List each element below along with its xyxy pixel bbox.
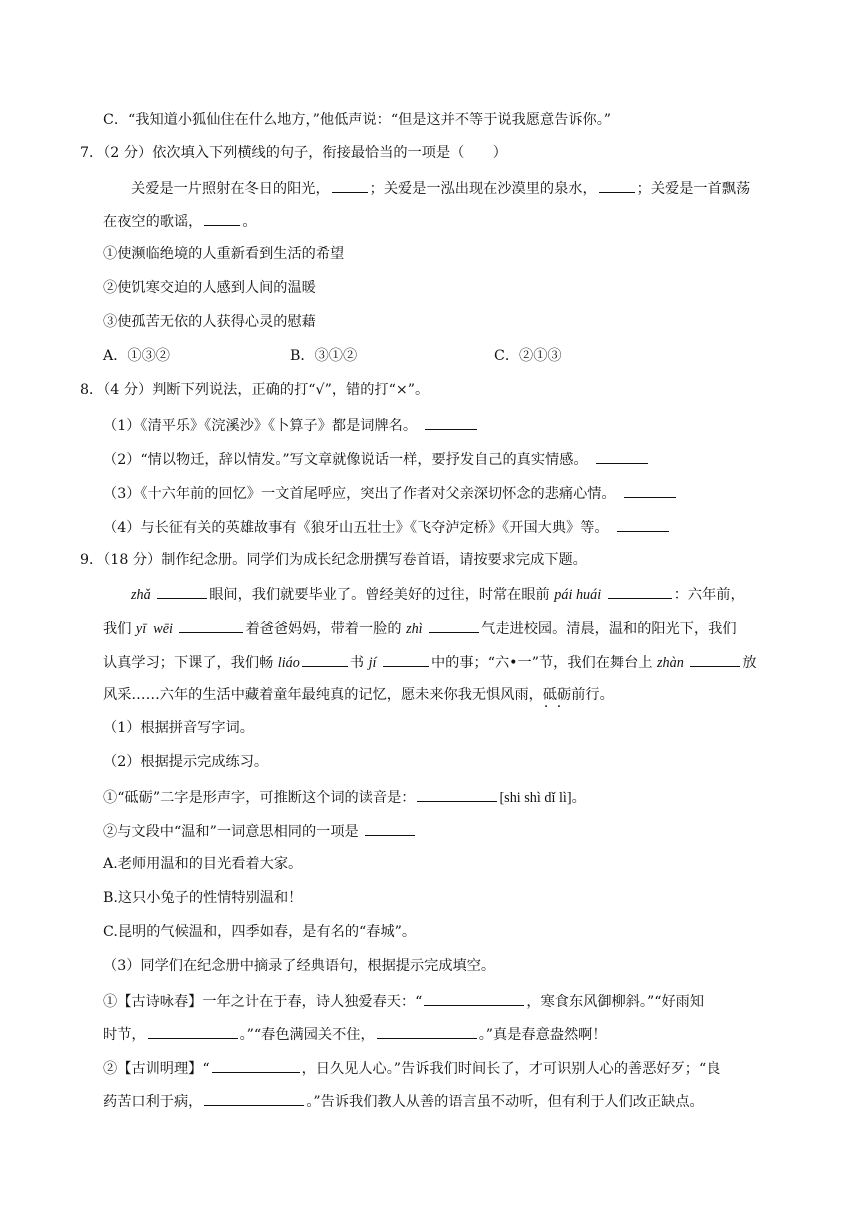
q6-option-c: C．“我知道小狐仙住在什么地方，”他低声说：“但是这并不等于说我愿意告诉你。” [103, 112, 612, 128]
q9-text: 时节， [103, 1027, 146, 1043]
choice-answer-blank[interactable] [365, 820, 415, 836]
q9-option-a[interactable]: A.老师用温和的目光看着大家。 [103, 856, 303, 872]
pinyin: jí [368, 655, 377, 671]
pinyin: pái huái [554, 587, 602, 603]
q9-option-b[interactable]: B.这只小兔子的性情特别温和！ [103, 890, 303, 906]
q9-sub3-a-line1 [103, 990, 704, 1012]
q9-sub3-a-line2 [103, 1023, 607, 1045]
q9-text: 中的事；“六•一”节，我们在舞台上 [430, 655, 653, 671]
q9-sub2-b [103, 820, 417, 842]
q9-sub3-b-line1 [103, 1057, 720, 1079]
q7-option-a[interactable]: A．①③② [103, 348, 170, 364]
pinyin-blank[interactable] [157, 583, 207, 599]
pinyin-blank[interactable] [608, 583, 672, 599]
q8-stem: 8．（4 分）判断下列说法，正确的打“√”，错的打“×”。 [80, 382, 430, 398]
q9-passage-line1 [131, 583, 745, 605]
poem-blank-1[interactable] [424, 990, 524, 1006]
q9-text: 。”告诉我们教人从善的语言虽不动听，但有利于人们改正缺点。 [306, 1094, 704, 1110]
q7-option-c[interactable]: C．②①③ [494, 348, 562, 364]
reading-options: [shi shì dǐ lì]。 [499, 790, 586, 806]
q9-text: ②与文段中“温和”一词意思相同的一项是 [103, 824, 359, 840]
q7-text: 关爱是一片照射在冬日的阳光， [131, 181, 330, 197]
emphasis-dotted-word: 砥砺 · · [543, 685, 571, 705]
q9-passage-line4 [103, 685, 614, 705]
q9-text: 眼间，我们就要毕业了。曾经美好的过往，时常在眼前 [209, 587, 550, 603]
reading-answer-blank[interactable] [417, 786, 497, 802]
q9-text: 。”“春色满园关不住， [239, 1027, 375, 1043]
q9-passage-line2 [103, 617, 737, 639]
q8-item-1 [103, 414, 479, 436]
q8-item-text: （3）《十六年前的回忆》一文首尾呼应，突出了作者对父亲深切怀念的悲痛心情。 [103, 486, 616, 502]
q9-sub3-b-line2 [103, 1090, 704, 1112]
q9-passage-line3 [103, 651, 757, 673]
pinyin-blank[interactable] [690, 651, 740, 667]
q9-text: ①【古诗咏春】一年之计在于春，诗人独爱春天：“ [103, 994, 423, 1010]
q9-text: ，寒食东风御柳斜。”“好雨知 [526, 994, 705, 1010]
q8-item-3 [103, 482, 678, 504]
q7-stem: 7．（2 分）依次填入下列横线的句子，衔接最恰当的一项是（ ） [80, 145, 507, 161]
proverb-blank-2[interactable] [204, 1090, 304, 1106]
q7-sentence-2: ②使饥寒交迫的人感到人间的温暖 [103, 280, 316, 296]
q7-paragraph-line1 [131, 177, 750, 199]
poem-blank-3[interactable] [377, 1023, 477, 1039]
q9-text: 我们 [103, 621, 132, 637]
q9-text: 气走进校园。清晨，温和的阳光下，我们 [481, 621, 737, 637]
q7-text: ；关爱是一首飘荡 [636, 181, 751, 197]
q9-sub2-a [103, 786, 586, 808]
q7-option-b[interactable]: B．③①② [290, 348, 358, 364]
q8-item-text: （2）“情以物迁，辞以情发。”写文章就像说话一样，要抒发自己的真实情感。 [103, 452, 588, 468]
q9-text: ①“砥砺”二字是形声字，可推断这个词的读音是： [103, 790, 416, 806]
q7-blank-2[interactable] [599, 177, 635, 193]
q9-text: 着爸爸妈妈，带着一脸的 [245, 621, 402, 637]
pinyin-blank[interactable] [179, 617, 243, 633]
q8-item-4 [103, 516, 671, 538]
q8-item-text: （4）与长征有关的英雄故事有《狼牙山五壮士》《飞夺泸定桥》《开国大典》等。 [103, 520, 609, 536]
q7-sentence-1: ①使濒临绝境的人重新看到生活的希望 [103, 246, 345, 262]
q7-blank-3[interactable] [204, 210, 240, 226]
q9-stem: 9．（18 分）制作纪念册。同学们为成长纪念册撰写卷首语，请按要求完成下题。 [80, 552, 587, 568]
q8-answer-blank-2[interactable] [596, 448, 648, 464]
q7-blank-1[interactable] [332, 177, 368, 193]
q8-answer-blank-4[interactable] [617, 516, 669, 532]
q7-text: 。 [242, 214, 257, 230]
q7-sentence-3: ③使孤苦无依的人获得心灵的慰藉 [103, 314, 316, 330]
q9-text: 书 [349, 655, 365, 671]
q9-text: 药苦口利于病， [103, 1094, 203, 1110]
q8-answer-blank-3[interactable] [624, 482, 676, 498]
poem-blank-2[interactable] [148, 1023, 238, 1039]
pinyin: zhì [406, 621, 423, 637]
q7-text: ；关爱是一泓出现在沙漠里的泉水， [369, 181, 597, 197]
q9-option-c[interactable]: C.昆明的气候温和，四季如春，是有名的“春城”。 [103, 924, 417, 940]
q9-text: ②【古训明理】“ [103, 1061, 210, 1077]
q9-text: 。”真是春意盎然啊！ [478, 1027, 607, 1043]
pinyin-blank[interactable] [383, 651, 429, 667]
pinyin-blank[interactable] [429, 617, 479, 633]
q9-sub1: （1）根据拼音写字词。 [103, 720, 254, 736]
q9-text: 前行。 [571, 687, 614, 703]
pinyin: liáo [277, 655, 300, 671]
q9-text: ，日久见人心。”告诉我们时间长了，才可识别人心的善恶好歹；“良 [301, 1061, 721, 1077]
q8-item-2 [103, 448, 650, 470]
q9-sub3: （3）同学们在纪念册中摘录了经典语句，根据提示完成填空。 [103, 958, 496, 974]
pinyin: yī wēi [135, 621, 173, 637]
proverb-blank-1[interactable] [212, 1057, 300, 1073]
q9-text: ：六年前， [673, 587, 745, 603]
q9-sub2: （2）根据提示完成练习。 [103, 754, 269, 770]
q9-text: 认真学习；下课了，我们畅 [103, 655, 274, 671]
q7-paragraph-line2 [103, 210, 257, 232]
q9-text: 放 [742, 655, 757, 671]
pinyin: zhǎ [131, 587, 151, 603]
q9-text: 风采……六年的生活中藏着童年最纯真的记忆，愿未来你我无惧风雨， [103, 687, 543, 703]
pinyin: zhàn [657, 655, 684, 671]
q8-item-text: （1）《清平乐》《浣溪沙》《卜算子》都是词牌名。 [103, 418, 418, 434]
pinyin-blank[interactable] [302, 651, 348, 667]
q8-answer-blank-1[interactable] [425, 414, 477, 430]
q7-text: 在夜空的歌谣， [103, 214, 203, 230]
